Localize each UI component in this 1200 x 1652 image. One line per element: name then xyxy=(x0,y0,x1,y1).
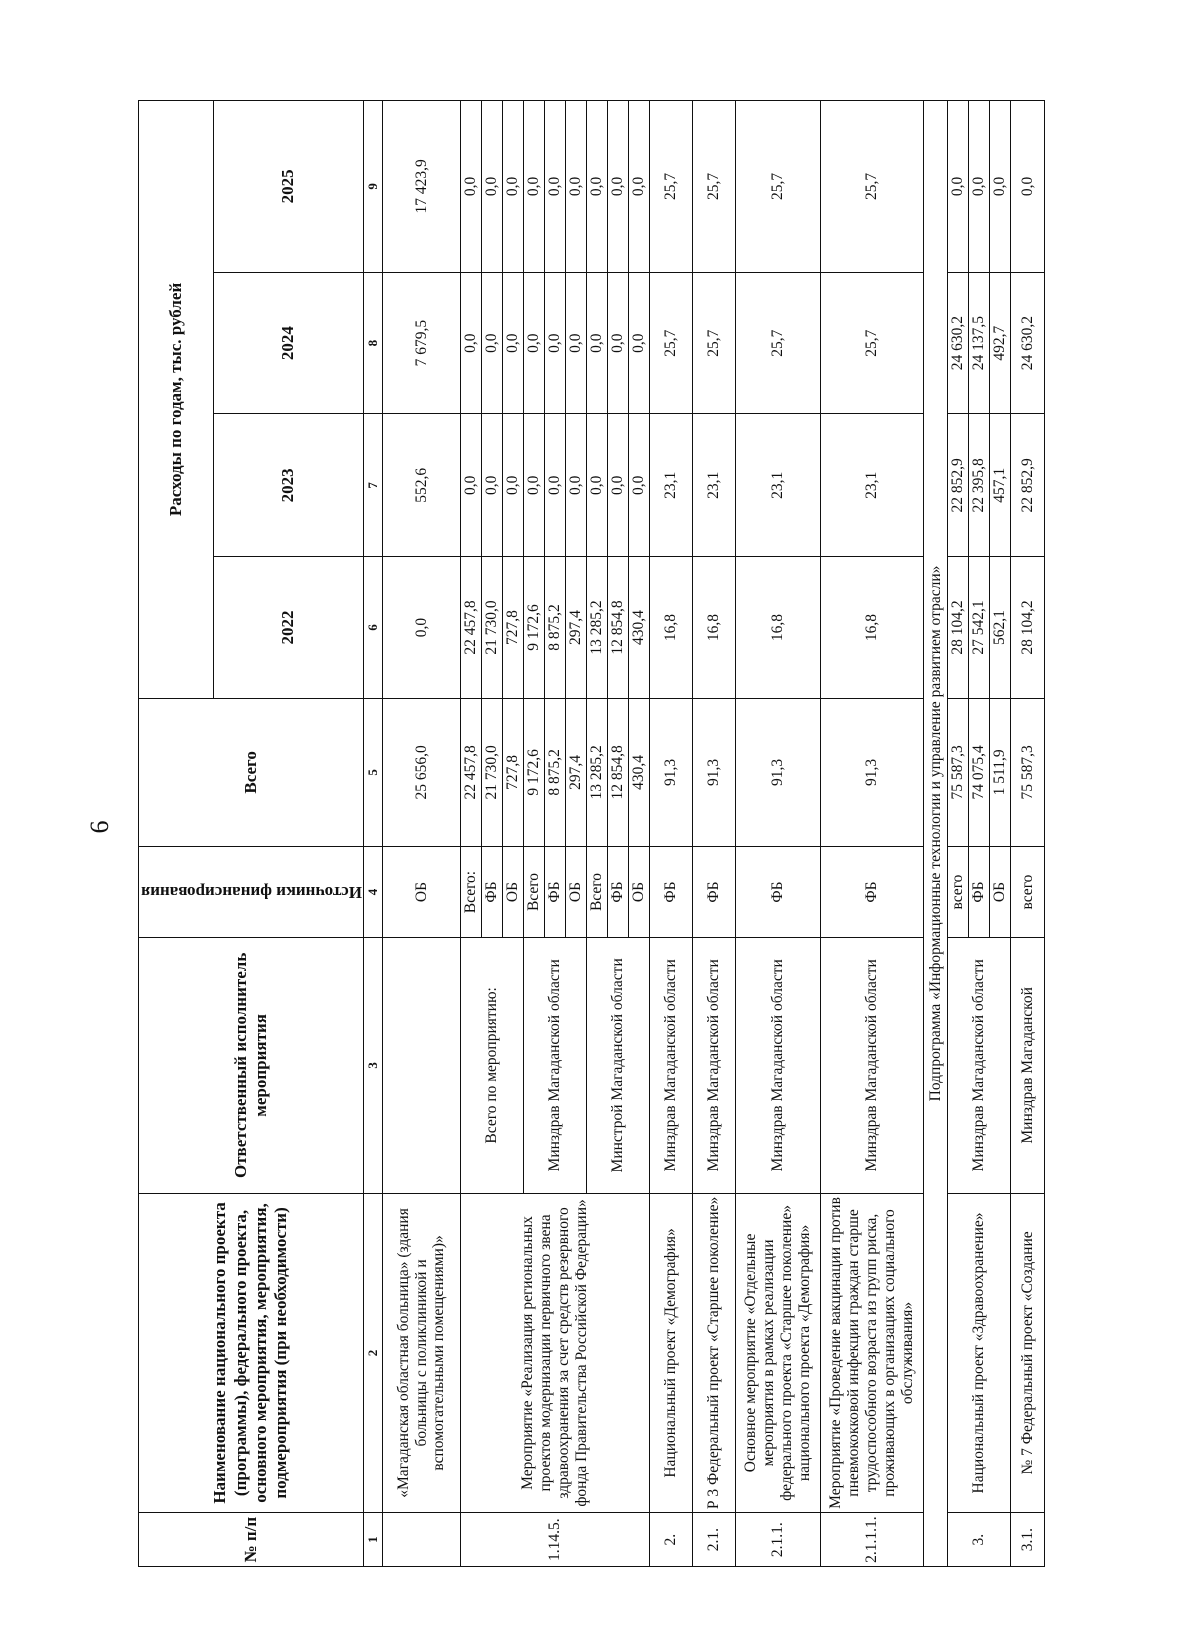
row-total: 91,3 xyxy=(821,698,924,846)
col-number: 7 xyxy=(364,414,383,557)
row-total: 91,3 xyxy=(693,698,736,846)
col-number: 6 xyxy=(364,557,383,699)
page-number: 6 xyxy=(85,820,114,834)
row-2022: 297,4 xyxy=(566,557,587,699)
header-total: Всего xyxy=(139,698,364,846)
col-number: 2 xyxy=(364,1193,383,1513)
header-name: Наименование национального проекта (программы), федерального проекта, основного мероприятия, мероприятия, подмероприятия (при необходимости) xyxy=(139,1193,364,1513)
row-2023: 0,0 xyxy=(482,414,503,557)
col-number: 5 xyxy=(364,698,383,846)
row-2024: 0,0 xyxy=(608,272,629,414)
row-2023: 0,0 xyxy=(461,414,482,557)
row-2025: 0,0 xyxy=(629,101,650,273)
row-2025: 0,0 xyxy=(969,101,990,273)
header-2025: 2025 xyxy=(214,101,364,273)
row-executor: Минздрав Магаданской xyxy=(1011,938,1045,1193)
col-number: 9 xyxy=(364,101,383,273)
row-2022: 28 104,2 xyxy=(1011,557,1045,699)
row-2022: 562,1 xyxy=(990,557,1011,699)
row-2024: 7 679,5 xyxy=(383,272,461,414)
row-source: ФБ xyxy=(736,846,821,937)
row-source: ФБ xyxy=(969,846,990,937)
row-2025: 0,0 xyxy=(566,101,587,273)
row-source: всего xyxy=(1011,846,1045,937)
row-2023: 0,0 xyxy=(629,414,650,557)
row-2024: 0,0 xyxy=(503,272,524,414)
row-2025: 17 423,9 xyxy=(383,101,461,273)
row-2023: 22 852,9 xyxy=(948,414,969,557)
row-total: 8 875,2 xyxy=(545,698,566,846)
row-name: Основное мероприятие «Отдельные мероприятия в рамках реализации федерального проекта «Старшее поколение» национального проекта «Демография» xyxy=(736,1193,821,1513)
row-name: «Магаданская областная больница» (здания больницы с поликлиникой и вспомогательными помещениями)» xyxy=(383,1193,461,1513)
row-no: 2.1.1. xyxy=(736,1513,821,1567)
row-2024: 0,0 xyxy=(566,272,587,414)
row-total: 91,3 xyxy=(736,698,821,846)
row-no: 1.14.5. xyxy=(461,1513,650,1567)
row-2023: 23,1 xyxy=(736,414,821,557)
row-total: 727,8 xyxy=(503,698,524,846)
row-source: ОБ xyxy=(566,846,587,937)
row-executor: Всего по мероприятию: xyxy=(461,938,524,1193)
row-2025: 0,0 xyxy=(608,101,629,273)
row-2024: 0,0 xyxy=(587,272,608,414)
row-total: 25 656,0 xyxy=(383,698,461,846)
row-2023: 0,0 xyxy=(524,414,545,557)
header-executor: Ответственный исполнитель мероприятия xyxy=(139,938,364,1193)
row-total: 91,3 xyxy=(650,698,693,846)
row-2022: 16,8 xyxy=(650,557,693,699)
row-executor: Минздрав Магаданской области xyxy=(524,938,587,1193)
row-2022: 9 172,6 xyxy=(524,557,545,699)
row-total: 13 285,2 xyxy=(587,698,608,846)
row-total: 75 587,3 xyxy=(948,698,969,846)
expenses-table xyxy=(138,100,1045,1567)
row-2025: 25,7 xyxy=(650,101,693,273)
row-2025: 0,0 xyxy=(524,101,545,273)
row-total: 297,4 xyxy=(566,698,587,846)
row-2025: 0,0 xyxy=(503,101,524,273)
row-source: ФБ xyxy=(545,846,566,937)
row-2025: 0,0 xyxy=(461,101,482,273)
row-name: Р 3 Федеральный проект «Старшее поколение» xyxy=(693,1193,736,1513)
row-2025: 25,7 xyxy=(736,101,821,273)
row-2022: 430,4 xyxy=(629,557,650,699)
col-number: 4 xyxy=(364,846,383,937)
column-number-row xyxy=(364,101,383,1567)
row-2024: 25,7 xyxy=(821,272,924,414)
row-2023: 457,1 xyxy=(990,414,1011,557)
row-source: ФБ xyxy=(821,846,924,937)
row-total: 1 511,9 xyxy=(990,698,1011,846)
row-2022: 22 457,8 xyxy=(461,557,482,699)
row-2022: 16,8 xyxy=(821,557,924,699)
row-total: 75 587,3 xyxy=(1011,698,1045,846)
row-2022: 16,8 xyxy=(693,557,736,699)
table-row xyxy=(821,101,924,1567)
row-2024: 0,0 xyxy=(629,272,650,414)
row-source: ФБ xyxy=(693,846,736,937)
row-2023: 23,1 xyxy=(821,414,924,557)
row-name: Мероприятие «Проведение вакцинации против пневмококковой инфекции граждан старше трудоспособного возраста из групп риска, проживающих в организациях социального обслуживания» xyxy=(821,1193,924,1513)
row-executor: Минстрой Магаданской области xyxy=(587,938,650,1193)
row-2023: 22 852,9 xyxy=(1011,414,1045,557)
row-source: Всего: xyxy=(461,846,482,937)
row-name: № 7 Федеральный проект «Создание xyxy=(1011,1193,1045,1513)
row-2024: 0,0 xyxy=(545,272,566,414)
table-row xyxy=(383,101,461,1567)
table-row xyxy=(1011,101,1045,1567)
row-source: ФБ xyxy=(650,846,693,937)
row-executor: Минздрав Магаданской области xyxy=(650,938,693,1193)
row-2022: 12 854,8 xyxy=(608,557,629,699)
table-row xyxy=(736,101,821,1567)
row-executor xyxy=(383,938,461,1193)
row-2022: 27 542,1 xyxy=(969,557,990,699)
row-2024: 492,7 xyxy=(990,272,1011,414)
row-2025: 0,0 xyxy=(587,101,608,273)
row-source: ОБ xyxy=(383,846,461,937)
row-2023: 0,0 xyxy=(608,414,629,557)
row-2024: 0,0 xyxy=(461,272,482,414)
row-2023: 0,0 xyxy=(566,414,587,557)
row-2022: 0,0 xyxy=(383,557,461,699)
col-number: 8 xyxy=(364,272,383,414)
row-no xyxy=(383,1513,461,1567)
row-2022: 8 875,2 xyxy=(545,557,566,699)
header-source xyxy=(139,846,364,937)
row-2024: 24 630,2 xyxy=(1011,272,1045,414)
row-no: 2.1.1.1. xyxy=(821,1513,924,1567)
row-source: ОБ xyxy=(629,846,650,937)
row-source: всего xyxy=(948,846,969,937)
row-name: Мероприятие «Реализация региональных проектов модернизации первичного звена здравоохранения за счет средств резервного фонда Правительства Российской Федерации» xyxy=(461,1193,650,1513)
header-years-group: Расходы по годам, тыс. рублей xyxy=(139,101,214,699)
row-2023: 0,0 xyxy=(545,414,566,557)
table-row xyxy=(693,101,736,1567)
row-name: Национальный проект «Демография» xyxy=(650,1193,693,1513)
header-source-text: Источники финансирования xyxy=(140,883,362,903)
row-2022: 13 285,2 xyxy=(587,557,608,699)
col-number: 3 xyxy=(364,938,383,1193)
row-source: ОБ xyxy=(990,846,1011,937)
row-2025: 25,7 xyxy=(821,101,924,273)
row-2025: 0,0 xyxy=(990,101,1011,273)
table-row xyxy=(461,101,482,1567)
subprogram-row xyxy=(924,101,948,1567)
row-no: 2. xyxy=(650,1513,693,1567)
row-2025: 0,0 xyxy=(545,101,566,273)
row-2023: 0,0 xyxy=(503,414,524,557)
row-2024: 24 137,5 xyxy=(969,272,990,414)
row-2024: 25,7 xyxy=(650,272,693,414)
row-2024: 24 630,2 xyxy=(948,272,969,414)
row-total: 21 730,0 xyxy=(482,698,503,846)
header-2024: 2024 xyxy=(214,272,364,414)
row-2022: 16,8 xyxy=(736,557,821,699)
row-2024: 0,0 xyxy=(524,272,545,414)
row-2022: 727,8 xyxy=(503,557,524,699)
row-source: ФБ xyxy=(608,846,629,937)
table-row xyxy=(650,101,693,1567)
header-2022: 2022 xyxy=(214,557,364,699)
row-2023: 23,1 xyxy=(693,414,736,557)
row-source: ОБ xyxy=(503,846,524,937)
row-total: 9 172,6 xyxy=(524,698,545,846)
row-source: Всего xyxy=(524,846,545,937)
row-2025: 0,0 xyxy=(1011,101,1045,273)
row-executor: Минздрав Магаданской области xyxy=(736,938,821,1193)
row-2022: 21 730,0 xyxy=(482,557,503,699)
subprogram-title: Подпрограмма «Информационные технологии и управление развитием отрасли» xyxy=(924,101,948,1567)
row-name: Национальный проект «Здравоохранение» xyxy=(948,1193,1011,1513)
row-executor: Минздрав Магаданской области xyxy=(821,938,924,1193)
row-2023: 0,0 xyxy=(587,414,608,557)
row-no: 3.1. xyxy=(1011,1513,1045,1567)
row-2025: 0,0 xyxy=(482,101,503,273)
row-2024: 25,7 xyxy=(736,272,821,414)
row-total: 74 075,4 xyxy=(969,698,990,846)
row-2023: 23,1 xyxy=(650,414,693,557)
row-2025: 0,0 xyxy=(948,101,969,273)
header-2023: 2023 xyxy=(214,414,364,557)
row-2025: 25,7 xyxy=(693,101,736,273)
row-source: ФБ xyxy=(482,846,503,937)
row-total: 22 457,8 xyxy=(461,698,482,846)
header-no: № п/п xyxy=(139,1513,364,1567)
row-no: 2.1. xyxy=(693,1513,736,1567)
row-total: 430,4 xyxy=(629,698,650,846)
row-2024: 25,7 xyxy=(693,272,736,414)
row-executor: Минздрав Магаданской области xyxy=(693,938,736,1193)
row-source: Всего xyxy=(587,846,608,937)
row-2023: 22 395,8 xyxy=(969,414,990,557)
row-2022: 28 104,2 xyxy=(948,557,969,699)
header-row-1 xyxy=(139,101,214,1567)
row-no: 3. xyxy=(948,1513,1011,1567)
table-row xyxy=(948,101,969,1567)
row-total: 12 854,8 xyxy=(608,698,629,846)
row-2024: 0,0 xyxy=(482,272,503,414)
rotated-table-container xyxy=(138,100,1077,1567)
row-2023: 552,6 xyxy=(383,414,461,557)
col-number: 1 xyxy=(364,1513,383,1567)
row-executor: Минздрав Магаданской области xyxy=(948,938,1011,1193)
